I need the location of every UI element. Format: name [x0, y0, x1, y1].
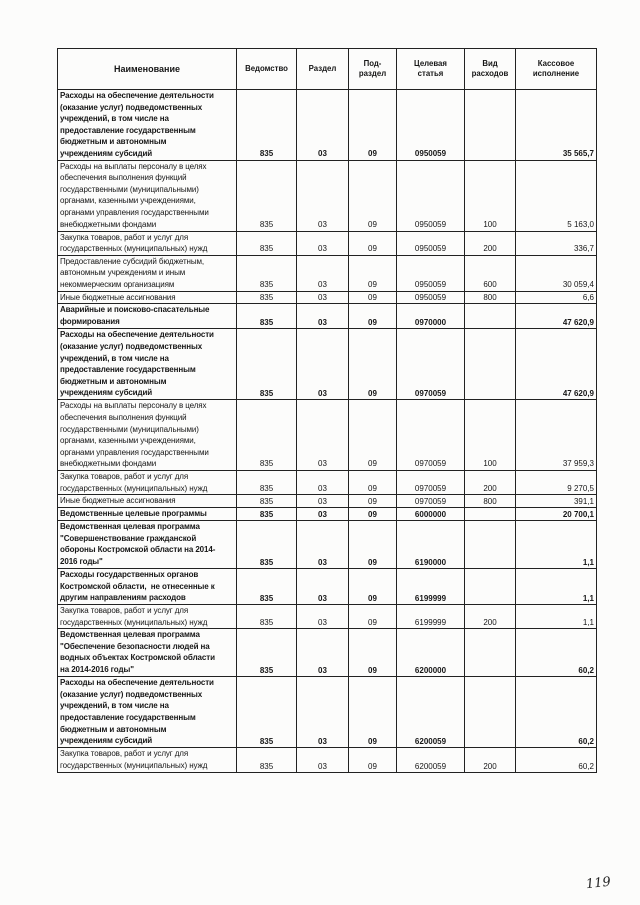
cell-name: Закупка товаров, работ и услуг для государственных (муниципальных) нужд	[58, 470, 237, 494]
cell-subsection: 09	[349, 329, 397, 400]
table-row	[58, 400, 597, 471]
cell-subsection: 09	[349, 470, 397, 494]
page-number: 119	[585, 874, 612, 893]
cell-section: 03	[297, 255, 349, 291]
cell-expense-type	[465, 90, 516, 161]
cell-name: Ведомственная целевая программа "Совершенствование гражданской обороны Костромской области на 2014- 2016 годы"	[58, 521, 237, 569]
cell-section: 03	[297, 521, 349, 569]
cell-name: Аварийные и поисково-спасательные формирования	[58, 304, 237, 329]
table-row	[58, 605, 597, 629]
table-body	[58, 90, 597, 773]
cell-executed: 1,1	[516, 521, 597, 569]
cell-section: 03	[297, 748, 349, 773]
cell-name: Закупка товаров, работ и услуг для государственных (муниципальных) нужд	[58, 231, 237, 255]
cell-section: 03	[297, 495, 349, 508]
table-row	[58, 677, 597, 748]
cell-section: 03	[297, 231, 349, 255]
cell-target: 0970000	[397, 304, 465, 329]
cell-department: 835	[237, 160, 297, 231]
cell-subsection: 09	[349, 521, 397, 569]
table-row	[58, 160, 597, 231]
cell-section: 03	[297, 677, 349, 748]
table-row	[58, 231, 597, 255]
cell-department: 835	[237, 629, 297, 677]
cell-expense-type	[465, 521, 516, 569]
cell-section: 03	[297, 508, 349, 521]
cell-target: 0970059	[397, 400, 465, 471]
table-row	[58, 329, 597, 400]
cell-expense-type: 200	[465, 470, 516, 494]
cell-expense-type: 800	[465, 291, 516, 304]
cell-executed: 9 270,5	[516, 470, 597, 494]
cell-department: 835	[237, 605, 297, 629]
cell-section: 03	[297, 160, 349, 231]
cell-target: 6200059	[397, 748, 465, 773]
cell-executed: 37 959,3	[516, 400, 597, 471]
table-row	[58, 569, 597, 605]
cell-name: Расходы на обеспечение деятельности (оказание услуг) подведомственных учреждений, в том числе на предоставление государственным бюджетным и автономным учреждениям субсидий	[58, 677, 237, 748]
cell-executed: 1,1	[516, 569, 597, 605]
cell-name: Расходы государственных органов Костромской области, не отнесенные к другим направлениям расходов	[58, 569, 237, 605]
cell-target: 6200000	[397, 629, 465, 677]
cell-expense-type	[465, 508, 516, 521]
cell-name: Иные бюджетные ассигнования	[58, 291, 237, 304]
cell-department: 835	[237, 231, 297, 255]
cell-subsection: 09	[349, 291, 397, 304]
cell-subsection: 09	[349, 569, 397, 605]
cell-department: 835	[237, 495, 297, 508]
cell-expense-type: 600	[465, 255, 516, 291]
header-name: Наименование	[58, 49, 237, 90]
table-row	[58, 521, 597, 569]
cell-target: 6000000	[397, 508, 465, 521]
cell-section: 03	[297, 605, 349, 629]
cell-executed: 60,2	[516, 748, 597, 773]
cell-executed: 336,7	[516, 231, 597, 255]
cell-section: 03	[297, 90, 349, 161]
cell-executed: 5 163,0	[516, 160, 597, 231]
cell-executed: 1,1	[516, 605, 597, 629]
cell-target: 6199999	[397, 569, 465, 605]
cell-executed: 6,6	[516, 291, 597, 304]
cell-department: 835	[237, 329, 297, 400]
cell-target: 6200059	[397, 677, 465, 748]
cell-subsection: 09	[349, 255, 397, 291]
cell-target: 0950059	[397, 160, 465, 231]
cell-section: 03	[297, 329, 349, 400]
cell-executed: 60,2	[516, 677, 597, 748]
cell-section: 03	[297, 470, 349, 494]
cell-section: 03	[297, 629, 349, 677]
table-row	[58, 629, 597, 677]
cell-subsection: 09	[349, 605, 397, 629]
cell-name: Закупка товаров, работ и услуг для государственных (муниципальных) нужд	[58, 605, 237, 629]
cell-target: 0950059	[397, 255, 465, 291]
cell-name: Иные бюджетные ассигнования	[58, 495, 237, 508]
cell-department: 835	[237, 470, 297, 494]
table-row	[58, 748, 597, 773]
cell-department: 835	[237, 521, 297, 569]
cell-section: 03	[297, 569, 349, 605]
cell-executed: 20 700,1	[516, 508, 597, 521]
header-expense-type: Вид расходов	[465, 49, 516, 90]
cell-target: 0970059	[397, 329, 465, 400]
cell-executed: 391,1	[516, 495, 597, 508]
cell-name: Предоставление субсидий бюджетным, автономным учреждениям и иным некоммерческим организациям	[58, 255, 237, 291]
cell-expense-type	[465, 329, 516, 400]
table-row	[58, 508, 597, 521]
cell-subsection: 09	[349, 90, 397, 161]
cell-expense-type	[465, 677, 516, 748]
cell-executed: 30 059,4	[516, 255, 597, 291]
cell-expense-type: 200	[465, 748, 516, 773]
cell-department: 835	[237, 677, 297, 748]
cell-target: 0950059	[397, 291, 465, 304]
cell-name: Расходы на выплаты персоналу в целях обеспечения выполнения функций государственными (муниципальными) органами, казенными учреждениями, органами управления государственными внебюджетными фондами	[58, 160, 237, 231]
table-row	[58, 304, 597, 329]
cell-expense-type: 200	[465, 605, 516, 629]
cell-department: 835	[237, 508, 297, 521]
cell-subsection: 09	[349, 304, 397, 329]
cell-subsection: 09	[349, 160, 397, 231]
header-department: Ведомство	[237, 49, 297, 90]
cell-department: 835	[237, 255, 297, 291]
table-header	[58, 49, 597, 90]
cell-name: Расходы на выплаты персоналу в целях обеспечения выполнения функций государственными (муниципальными) органами, казенными учреждениями, органами управления государственными внебюджетными фондами	[58, 400, 237, 471]
table-row	[58, 90, 597, 161]
cell-subsection: 09	[349, 508, 397, 521]
cell-target: 0950059	[397, 90, 465, 161]
cell-executed: 47 620,9	[516, 304, 597, 329]
cell-executed: 35 565,7	[516, 90, 597, 161]
cell-name: Расходы на обеспечение деятельности (оказание услуг) подведомственных учреждений, в том числе на предоставление государственным бюджетным и автономным учреждениям субсидий	[58, 329, 237, 400]
cell-target: 0970059	[397, 470, 465, 494]
cell-name: Расходы на обеспечение деятельности (оказание услуг) подведомственных учреждений, в том числе на предоставление государственным бюджетным и автономным учреждениям субсидий	[58, 90, 237, 161]
cell-target: 0970059	[397, 495, 465, 508]
cell-expense-type	[465, 304, 516, 329]
cell-expense-type: 200	[465, 231, 516, 255]
cell-name: Ведомственная целевая программа "Обеспечение безопасности людей на водных объектах Костромской области на 2014-2016 годы"	[58, 629, 237, 677]
cell-department: 835	[237, 748, 297, 773]
table-row	[58, 291, 597, 304]
cell-name: Ведомственные целевые программы	[58, 508, 237, 521]
cell-target: 6199999	[397, 605, 465, 629]
cell-subsection: 09	[349, 629, 397, 677]
cell-subsection: 09	[349, 495, 397, 508]
cell-department: 835	[237, 291, 297, 304]
cell-expense-type	[465, 569, 516, 605]
table-row	[58, 495, 597, 508]
header-target: Целевая статья	[397, 49, 465, 90]
cell-section: 03	[297, 400, 349, 471]
cell-subsection: 09	[349, 748, 397, 773]
cell-section: 03	[297, 304, 349, 329]
cell-expense-type: 100	[465, 160, 516, 231]
header-section: Раздел	[297, 49, 349, 90]
cell-department: 835	[237, 304, 297, 329]
cell-executed: 47 620,9	[516, 329, 597, 400]
cell-subsection: 09	[349, 677, 397, 748]
cell-target: 6190000	[397, 521, 465, 569]
cell-expense-type: 800	[465, 495, 516, 508]
cell-subsection: 09	[349, 400, 397, 471]
cell-target: 0950059	[397, 231, 465, 255]
header-row	[58, 49, 597, 90]
cell-expense-type	[465, 629, 516, 677]
cell-department: 835	[237, 569, 297, 605]
cell-department: 835	[237, 400, 297, 471]
cell-executed: 60,2	[516, 629, 597, 677]
header-subsection: Под- раздел	[349, 49, 397, 90]
cell-expense-type: 100	[465, 400, 516, 471]
budget-table	[57, 48, 597, 773]
cell-department: 835	[237, 90, 297, 161]
table-row	[58, 255, 597, 291]
cell-subsection: 09	[349, 231, 397, 255]
cell-name: Закупка товаров, работ и услуг для государственных (муниципальных) нужд	[58, 748, 237, 773]
table-row	[58, 470, 597, 494]
cell-section: 03	[297, 291, 349, 304]
header-executed: Кассовое исполнение	[516, 49, 597, 90]
